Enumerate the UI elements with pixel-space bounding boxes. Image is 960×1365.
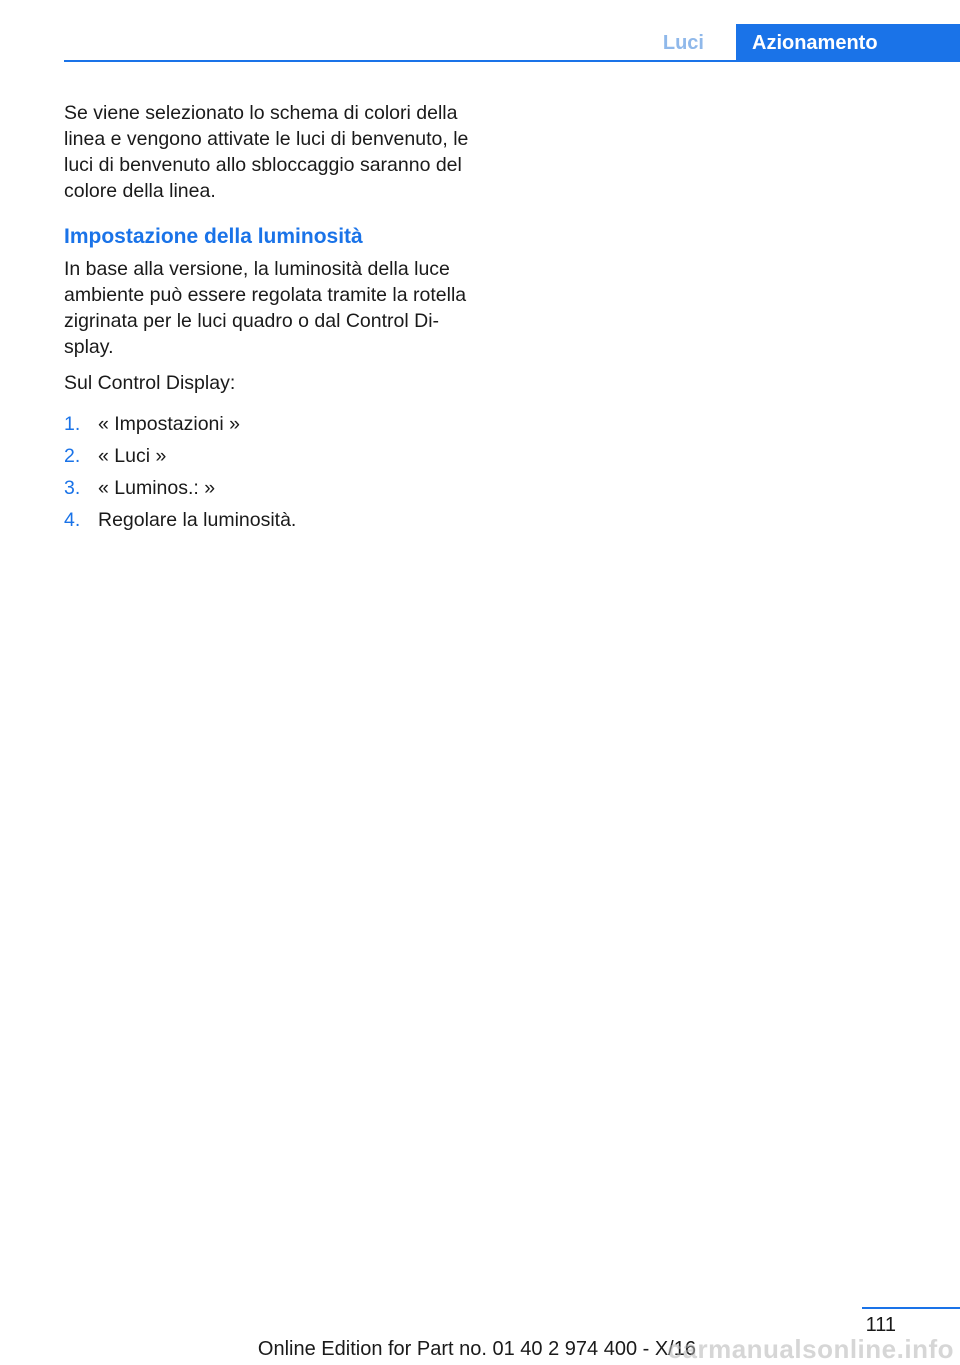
footer-divider: [862, 1307, 960, 1309]
header-chapter-tab: Azionamento: [736, 24, 960, 62]
step-number: 4.: [64, 509, 81, 531]
step-text: « Luci »: [98, 445, 167, 467]
list-item: [64, 504, 480, 536]
header-divider: [64, 60, 960, 62]
step-number: 2.: [64, 445, 81, 467]
page-number: 111: [865, 1314, 896, 1336]
step-text: Regolare la luminosità.: [98, 509, 297, 531]
list-item: [64, 440, 480, 472]
watermark-text: carmanualsonline.info: [667, 1334, 954, 1364]
lead-text: Sul Control Display:: [64, 372, 236, 394]
step-text: « Impostazioni »: [98, 413, 240, 435]
list-item: [64, 408, 480, 440]
body-paragraph: In base alla versione, la luminosità della luce ambiente può essere regolata tramite la rotella zigrinata per le luci quadro o dal Control Di‐splay.: [64, 258, 467, 358]
steps-list: [64, 408, 480, 536]
main-content: [64, 100, 480, 536]
header-section-label: Luci: [662, 32, 704, 54]
step-text: « Luminos.: »: [98, 477, 216, 499]
edition-note: Online Edition for Part no. 01 40 2 974 400 - X/16: [257, 1338, 696, 1360]
list-item: [64, 472, 480, 504]
step-number: 3.: [64, 477, 81, 499]
section-heading: Impostazione della luminosità: [64, 225, 363, 248]
intro-paragraph: Se viene selezionato lo schema di colori della linea e vengono attivate le luci di benvenuto, le luci di benvenuto allo sbloccaggio saranno del colore della linea.: [64, 102, 469, 202]
step-number: 1.: [64, 413, 81, 435]
